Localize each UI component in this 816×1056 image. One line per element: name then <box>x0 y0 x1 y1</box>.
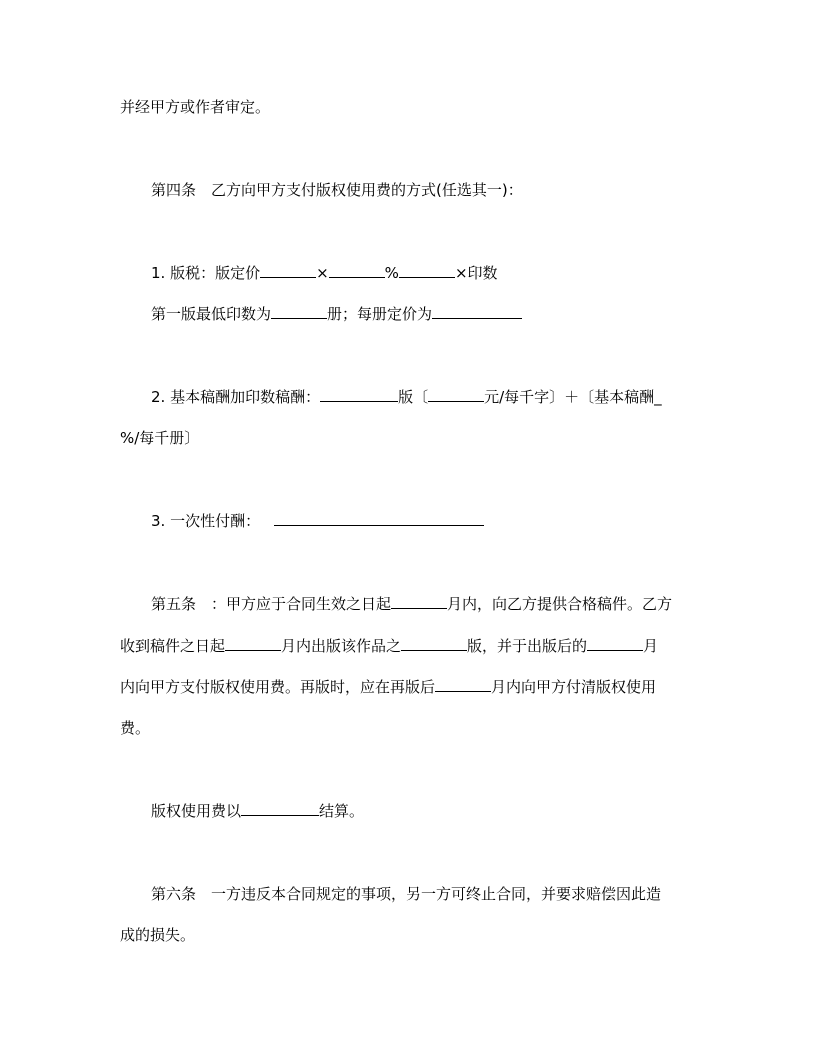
text: 第四条 乙方向甲方支付版权使用费的方式(任选其一)： <box>151 181 523 199</box>
text: 2. 基本稿酬加印数稿酬： <box>151 388 321 406</box>
fill-blank <box>432 304 522 319</box>
fill-blank <box>320 387 398 402</box>
text: 3. 一次性付酬： <box>151 512 261 530</box>
text: 第六条 一方违反本合同规定的事项，另一方可终止合同，并要求赔偿因此造 <box>151 885 662 903</box>
text: 月内出版该作品之 <box>281 637 402 655</box>
text: × <box>316 264 329 282</box>
text-line <box>120 718 150 738</box>
article-6-line <box>151 884 661 904</box>
text-line <box>120 677 656 697</box>
text: %/每千册〕 <box>120 429 200 447</box>
text-line <box>120 97 270 117</box>
text-line <box>120 925 195 945</box>
text: 月内，向乙方提供合格稿件。乙方 <box>447 595 673 613</box>
fill-blank <box>241 801 319 816</box>
text: 版权使用费以 <box>151 802 242 820</box>
text-line <box>120 428 199 448</box>
text: 元/每千字〕＋〔基本稿酬_ <box>484 388 662 406</box>
text: % <box>384 264 399 282</box>
fill-blank <box>260 263 316 278</box>
text: 收到稿件之日起 <box>120 637 226 655</box>
text: 1. 版税：版定价 <box>151 264 261 282</box>
text: 月内向甲方付清版权使用 <box>491 678 657 696</box>
text: 月 <box>643 637 659 655</box>
text: 并经甲方或作者审定。 <box>120 98 271 116</box>
text: 版，并于出版后的 <box>467 637 588 655</box>
fill-blank <box>274 511 484 526</box>
text: ×印数 <box>454 264 498 282</box>
text: 第五条 ：甲方应于合同生效之日起 <box>151 595 392 613</box>
option-1-royalty <box>151 263 498 283</box>
fill-blank <box>401 636 467 651</box>
text: 第一版最低印数为 <box>151 305 272 323</box>
option-3-lump-sum <box>151 511 484 531</box>
fill-blank <box>225 636 281 651</box>
article-5-line <box>151 594 672 614</box>
fill-blank <box>271 304 327 319</box>
text-line <box>120 636 658 656</box>
text: 内向甲方支付版权使用费。再版时，应在再版后 <box>120 678 436 696</box>
option-2-basic-fee <box>151 387 662 407</box>
text-line <box>151 801 364 821</box>
text: 成的损失。 <box>120 926 196 944</box>
text: 费。 <box>120 719 151 737</box>
text: 册；每册定价为 <box>327 305 433 323</box>
fill-blank <box>391 594 447 609</box>
fill-blank <box>329 263 385 278</box>
fill-blank <box>435 677 491 692</box>
fill-blank <box>587 636 643 651</box>
text: 结算。 <box>319 802 365 820</box>
text: 版〔 <box>398 388 429 406</box>
article-4-heading <box>151 180 523 200</box>
fill-blank <box>399 263 455 278</box>
text-line <box>151 304 522 324</box>
fill-blank <box>428 387 484 402</box>
